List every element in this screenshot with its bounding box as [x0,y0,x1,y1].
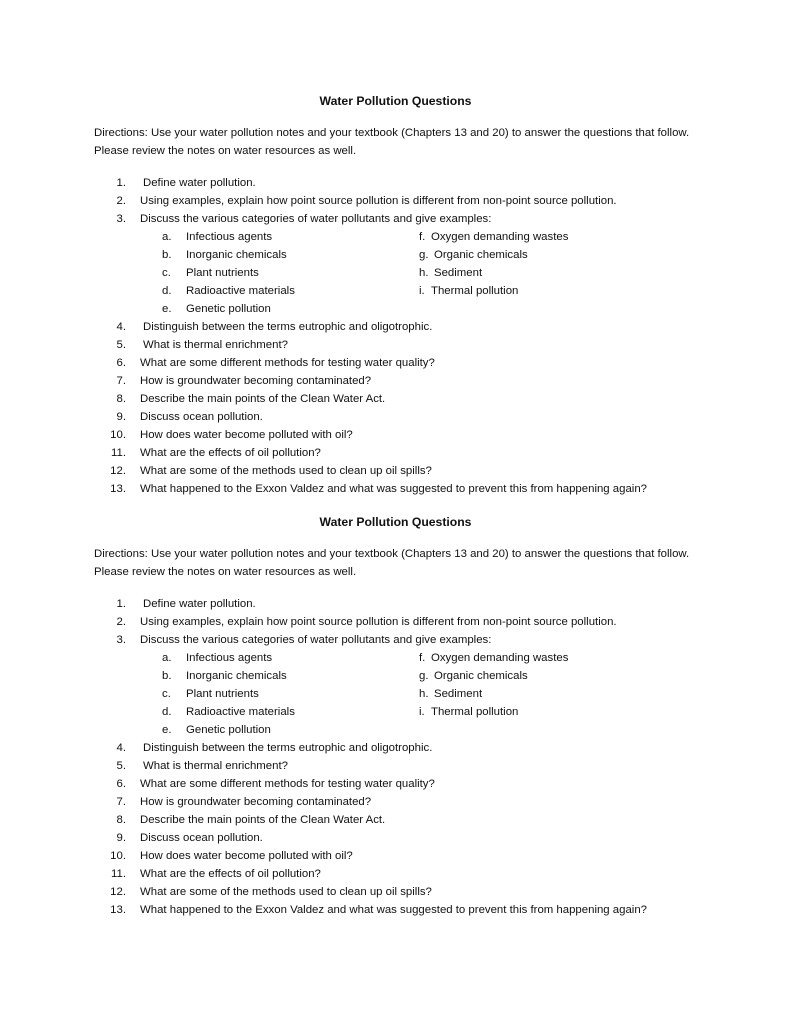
question-number: 1. [116,177,126,189]
category-letter: c. [162,688,171,700]
category-letter: i. [419,285,425,297]
category-letter: e. [162,303,172,315]
category-letter: g. [419,670,429,682]
category-text: Sediment [434,267,483,279]
category-text: Plant nutrients [186,688,259,700]
question-text: What happened to the Exxon Valdez and what was suggested to prevent this from happening again? [140,483,648,495]
question-number: 4. [116,742,126,754]
question-number: 7. [116,375,126,387]
question-number: 10. [110,850,126,862]
category-letter: b. [162,670,172,682]
question-text: Define water pollution. [143,598,256,610]
category-text: Thermal pollution [431,706,519,718]
question-text: What are some of the methods used to clean up oil spills? [140,465,432,477]
question-text: How is groundwater becoming contaminated? [140,796,372,808]
category-text: Organic chemicals [434,249,528,261]
category-text: Plant nutrients [186,267,259,279]
question-number: 11. [111,447,126,459]
question-number: 2. [116,616,126,628]
directions-text: Directions: Use your water pollution notes and your textbook (Chapters 13 and 20) to answer the questions that follow. Please review the notes on water resources as well. [94,127,690,157]
question-number: 10. [110,429,126,441]
question-number: 3. [116,634,126,646]
question-text: Using examples, explain how point source pollution is different from non-point source pollution. [140,616,617,628]
question-text: How is groundwater becoming contaminated? [140,375,372,387]
question-number: 12. [110,886,126,898]
category-text: Genetic pollution [186,303,271,315]
question-number: 2. [116,195,126,207]
category-text: Sediment [434,688,483,700]
category-letter: g. [419,249,429,261]
question-number: 11. [111,868,126,880]
category-text: Organic chemicals [434,670,528,682]
question-text: Describe the main points of the Clean Water Act. [140,393,386,405]
question-number: 9. [116,832,126,844]
question-number: 1. [116,598,126,610]
category-letter: f. [419,231,426,243]
question-text: What are the effects of oil pollution? [140,447,321,459]
question-text: Using examples, explain how point source pollution is different from non-point source pollution. [140,195,617,207]
category-text: Oxygen demanding wastes [431,231,569,243]
question-number: 5. [116,760,126,772]
question-text: Distinguish between the terms eutrophic and oligotrophic. [143,321,433,333]
question-text: Discuss the various categories of water pollutants and give examples: [140,213,492,225]
question-number: 5. [116,339,126,351]
question-text: What are the effects of oil pollution? [140,868,321,880]
category-letter: a. [162,652,172,664]
question-number: 13. [110,904,126,916]
category-text: Inorganic chemicals [186,670,287,682]
category-letter: h. [419,267,429,279]
category-text: Thermal pollution [431,285,519,297]
category-letter: b. [162,249,172,261]
category-letter: d. [162,706,172,718]
question-text: What are some different methods for testing water quality? [140,357,435,369]
category-letter: c. [162,267,171,279]
page-title: Water Pollution Questions [319,515,472,529]
question-number: 8. [116,393,126,405]
question-text: Describe the main points of the Clean Water Act. [140,814,386,826]
question-text: Distinguish between the terms eutrophic and oligotrophic. [143,742,433,754]
directions-text: Directions: Use your water pollution notes and your textbook (Chapters 13 and 20) to answer the questions that follow. Please review the notes on water resources as well. [94,548,690,578]
category-text: Radioactive materials [186,285,295,297]
question-text: What is thermal enrichment? [143,339,288,351]
category-letter: i. [419,706,425,718]
category-letter: h. [419,688,429,700]
question-text: Define water pollution. [143,177,256,189]
question-text: What happened to the Exxon Valdez and what was suggested to prevent this from happening again? [140,904,648,916]
question-text: What are some of the methods used to clean up oil spills? [140,886,432,898]
question-number: 6. [116,357,126,369]
question-text: How does water become polluted with oil? [140,850,353,862]
question-number: 13. [110,483,126,495]
category-letter: e. [162,724,172,736]
question-text: What is thermal enrichment? [143,760,288,772]
category-letter: d. [162,285,172,297]
question-text: Discuss the various categories of water pollutants and give examples: [140,634,492,646]
category-text: Infectious agents [186,231,273,243]
category-text: Inorganic chemicals [186,249,287,261]
category-text: Infectious agents [186,652,273,664]
question-number: 4. [116,321,126,333]
question-text: How does water become polluted with oil? [140,429,353,441]
question-number: 3. [116,213,126,225]
category-text: Genetic pollution [186,724,271,736]
question-number: 7. [116,796,126,808]
category-text: Radioactive materials [186,706,295,718]
category-letter: f. [419,652,426,664]
question-text: What are some different methods for testing water quality? [140,778,435,790]
question-number: 6. [116,778,126,790]
question-text: Discuss ocean pollution. [140,411,263,423]
category-letter: a. [162,231,172,243]
question-text: Discuss ocean pollution. [140,832,263,844]
category-text: Oxygen demanding wastes [431,652,569,664]
question-number: 8. [116,814,126,826]
question-number: 9. [116,411,126,423]
page-title: Water Pollution Questions [319,94,472,108]
question-number: 12. [110,465,126,477]
